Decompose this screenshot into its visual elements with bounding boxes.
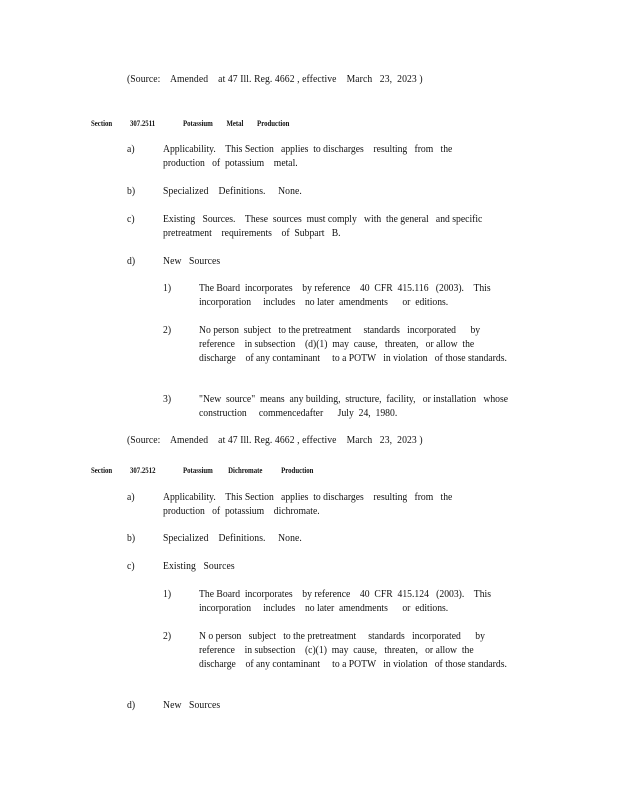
source-note: (Source: Amended at 47 Ill. Reg. 4662 , effective March 23, 2023 ) xyxy=(127,435,423,446)
section-title: Potassium Dichromate Production xyxy=(183,465,314,475)
item-mark: a) xyxy=(127,144,135,155)
paragraph: New Sources xyxy=(163,256,221,267)
paragraph: N o person subject to the pretreatment standards incorporated by reference in subsection (c)(1) may cause, threaten, or allow the discharge of any contaminant to a POTW in violation of those standards. xyxy=(199,631,507,670)
paragraph: Applicability. This Section applies to discharges resulting from the production of potassium metal. xyxy=(163,144,455,169)
item-mark: 1) xyxy=(163,283,172,294)
paragraph: Applicability. This Section applies to discharges resulting from the production of potassium dichromate. xyxy=(163,492,455,517)
item-mark: a) xyxy=(127,492,135,503)
item-mark: c) xyxy=(127,214,135,225)
paragraph: New Sources xyxy=(163,700,221,711)
item-mark: b) xyxy=(127,186,136,197)
item-mark: c) xyxy=(127,561,135,572)
item-mark: 2) xyxy=(163,325,172,336)
item-mark: d) xyxy=(127,256,136,267)
section-label: Section xyxy=(91,465,113,475)
paragraph: Specialized Definitions. None. xyxy=(163,186,302,197)
paragraph: The Board incorporates by reference 40 CFR 415.124 (2003). This incorporation includes no later amendments or editions. xyxy=(199,589,494,614)
paragraph: Existing Sources xyxy=(163,561,235,572)
paragraph: No person subject to the pretreatment standards incorporated by reference in subsection (d)(1) may cause, threaten, or allow the discharge of any contaminant to a POTW in violation of those standards. xyxy=(199,325,507,364)
source-note: (Source: Amended at 47 Ill. Reg. 4662 , effective March 23, 2023 ) xyxy=(127,74,423,85)
item-mark: 1) xyxy=(163,589,172,600)
item-mark: 2) xyxy=(163,631,172,642)
paragraph: The Board incorporates by reference 40 CFR 415.116 (2003). This incorporation includes no later amendments or editions. xyxy=(199,283,494,308)
section-number: 307.2512 xyxy=(130,465,156,475)
paragraph: "New source" means any building, structure, facility, or installation whose construction commencedafter July 24, 1980. xyxy=(199,394,513,419)
item-mark: d) xyxy=(127,700,136,711)
paragraph: Specialized Definitions. None. xyxy=(163,533,302,544)
section-title: Potassium Metal Production xyxy=(183,118,290,128)
item-mark: 3) xyxy=(163,394,172,405)
paragraph: Existing Sources. These sources must comply with the general and specific pretreatment requirements of Subpart B. xyxy=(163,214,490,239)
item-mark: b) xyxy=(127,533,136,544)
section-number: 307.2511 xyxy=(130,118,156,128)
section-label: Section xyxy=(91,118,113,128)
